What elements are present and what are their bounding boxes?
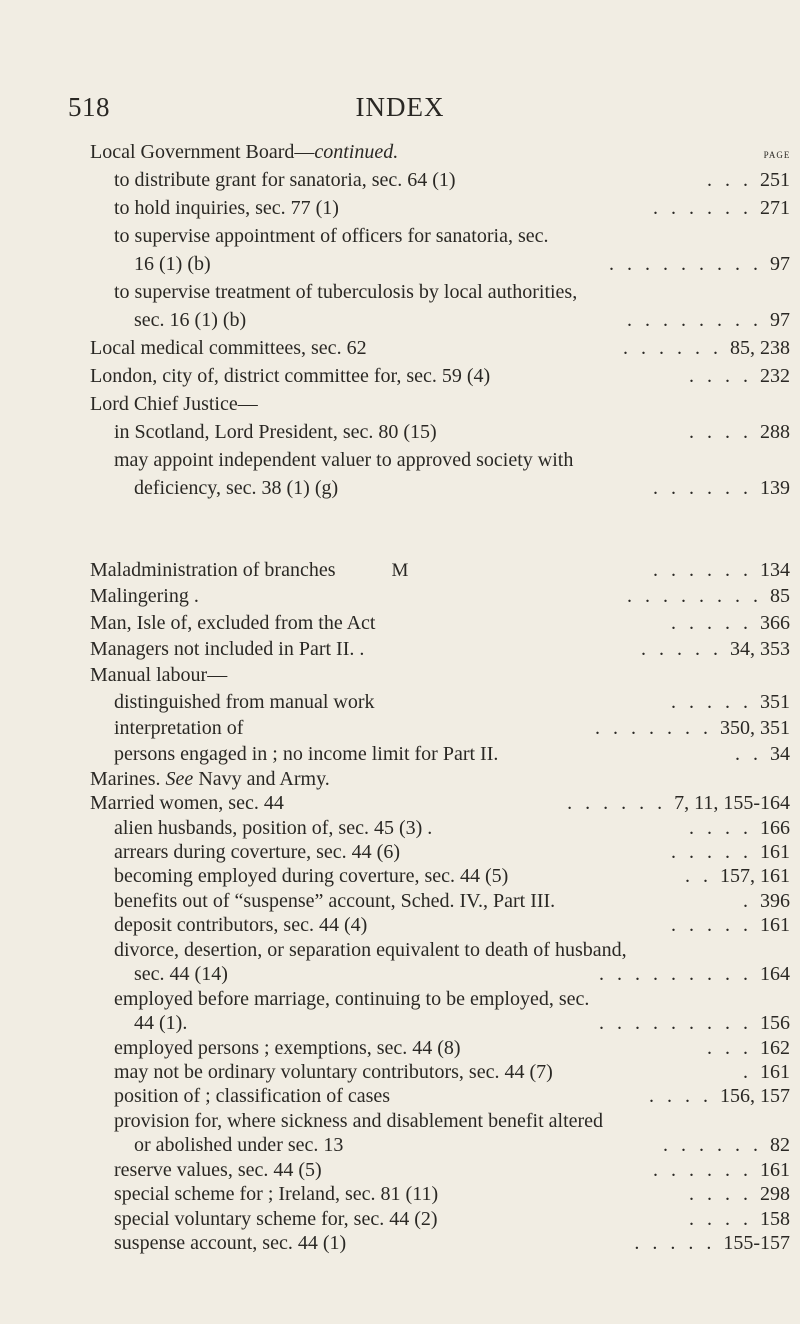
index-entry [134, 1011, 790, 1035]
leader-dots: . . . . . . [567, 792, 667, 814]
index-entry [114, 840, 790, 864]
index-entry [114, 913, 790, 937]
entry-text: interpretation of [114, 717, 244, 739]
entry-text: to supervise treatment of tuberculosis by local authorities, [114, 281, 578, 303]
index-entry [114, 1207, 790, 1231]
leader-dots: . . . . . [671, 914, 752, 936]
entry-text: Managers not included in Part II. . [90, 638, 365, 660]
entry-page-ref: 34 [770, 743, 790, 765]
entry-text: alien husbands, position of, sec. 45 (3) . [114, 817, 433, 839]
entry-text: divorce, desertion, or separation equivalent to death of husband, [114, 939, 627, 961]
entry-page-ref: 82 [770, 1134, 790, 1156]
entry-page-ref: 156 [760, 1012, 790, 1034]
entry-text: deficiency, sec. 38 (1) (g) [134, 477, 339, 499]
entry-page-ref: 288 [760, 421, 790, 443]
entry-page-ref: 351 [760, 691, 790, 713]
entry-page-ref: 164 [760, 963, 790, 985]
entry-text: may appoint independent valuer to approved society with [114, 449, 574, 471]
leader-dots: . . . . . [671, 612, 752, 634]
entry-text: special scheme for ; Ireland, sec. 81 (11) [114, 1183, 439, 1205]
leader-dots: . . . . . . [653, 197, 752, 219]
page-header [0, 92, 800, 132]
entry-text: may not be ordinary voluntary contributors, sec. 44 (7) [114, 1061, 553, 1083]
entry-text: becoming employed during coverture, sec. 44 (5) [114, 865, 509, 887]
entry-text: to distribute grant for sanatoria, sec. 64 (1) [114, 169, 456, 191]
leader-dots: . . . . [689, 1208, 752, 1230]
index-entry [114, 742, 790, 766]
page-column-heading: PAGE [763, 150, 791, 160]
running-title: INDEX [355, 92, 445, 122]
leader-dots: . . [685, 865, 712, 887]
leader-dots: . . . [707, 1037, 752, 1059]
index-entry [114, 196, 790, 220]
index-entry [134, 1133, 790, 1157]
entry-page-ref: 396 [760, 890, 790, 912]
entry-page-ref: 232 [760, 365, 790, 387]
leader-dots: . . . . [689, 365, 752, 387]
entry-text: Man, Isle of, excluded from the Act [90, 612, 376, 634]
entry-page-ref: 366 [760, 612, 790, 634]
index-entry [114, 224, 790, 248]
entry-text: Local medical committees, sec. 62 [90, 337, 367, 359]
entry-text: reserve values, sec. 44 (5) [114, 1159, 322, 1181]
entry-page-ref: 158 [760, 1208, 790, 1230]
index-entry [90, 791, 790, 815]
entry-page-ref: 134 [760, 559, 790, 581]
entry-page-ref: 97 [770, 253, 790, 275]
leader-dots: . . . . [689, 817, 752, 839]
entry-page-ref: 34, 353 [730, 638, 790, 660]
entry-text: 44 (1). [134, 1012, 188, 1034]
page-number: 518 [68, 92, 110, 122]
entry-text: sec. 16 (1) (b) [134, 309, 247, 331]
entry-text: Local Government Board—continued. [90, 141, 399, 163]
entry-text: Lord Chief Justice— [90, 393, 258, 415]
index-entry [114, 1158, 790, 1182]
leader-dots: . . . . . [671, 841, 752, 863]
entry-text: London, city of, district committee for, sec. 59 (4) [90, 365, 491, 387]
leader-dots: . . . . . . [663, 1134, 762, 1156]
entry-text: special voluntary scheme for, sec. 44 (2) [114, 1208, 438, 1230]
index-entry [90, 637, 790, 661]
index-entry [90, 392, 790, 416]
leader-dots: . . . . [689, 421, 752, 443]
entry-text: arrears during coverture, sec. 44 (6) [114, 841, 400, 863]
entry-page-ref: 161 [760, 841, 790, 863]
leader-dots: . . [735, 743, 762, 765]
entry-page-ref: 161 [760, 914, 790, 936]
leader-dots: . [743, 890, 752, 912]
index-entry [114, 816, 790, 840]
index-entry [90, 364, 790, 388]
entry-text: employed before marriage, continuing to be employed, sec. [114, 988, 590, 1010]
section-letter: M [391, 560, 409, 581]
leader-dots: . . . . . . [653, 477, 752, 499]
index-entry [134, 252, 790, 276]
entry-text: or abolished under sec. 13 [134, 1134, 344, 1156]
index-entry [114, 938, 790, 962]
entry-page-ref: 156, 157 [720, 1085, 790, 1107]
leader-dots: . . . . . . [653, 1159, 752, 1181]
entry-page-ref: 298 [760, 1183, 790, 1205]
index-entry [114, 1231, 790, 1255]
leader-dots: . . . . . . . [595, 717, 712, 739]
index-entry [114, 864, 790, 888]
index-entry [114, 420, 790, 444]
entry-page-ref: 350, 351 [720, 717, 790, 739]
entry-text: to supervise appointment of officers for sanatoria, sec. [114, 225, 549, 247]
entry-page-ref: 7, 11, 155-164 [674, 792, 790, 814]
entry-page-ref: 155-157 [723, 1232, 790, 1254]
entry-page-ref: 162 [760, 1037, 790, 1059]
entry-text: persons engaged in ; no income limit for Part II. [114, 743, 499, 765]
index-entry [114, 168, 790, 192]
index-entry [114, 1036, 790, 1060]
entry-text: Married women, sec. 44 [90, 792, 284, 814]
entry-page-ref: 251 [760, 169, 790, 191]
index-entry [134, 476, 790, 500]
entry-text: Maladministration of branches [90, 559, 336, 581]
index-entry [114, 1084, 790, 1108]
entry-text: position of ; classification of cases [114, 1085, 391, 1107]
index-entry [90, 336, 790, 360]
entry-text: sec. 44 (14) [134, 963, 228, 985]
leader-dots: . . . . [689, 1183, 752, 1205]
entry-page-ref: 166 [760, 817, 790, 839]
entry-text: suspense account, sec. 44 (1) [114, 1232, 347, 1254]
index-entry [114, 889, 790, 913]
leader-dots: . . . . . [634, 1232, 716, 1254]
entry-page-ref: 97 [770, 309, 790, 331]
entry-page-ref: 85, 238 [730, 337, 790, 359]
index-entry [114, 987, 790, 1011]
entry-text: Malingering . [90, 585, 199, 607]
leader-dots: . . . . . . . . [627, 585, 762, 607]
entry-page-ref: 161 [760, 1061, 790, 1083]
index-entry [114, 716, 790, 740]
entry-page-ref: 271 [760, 197, 790, 219]
entry-text: benefits out of “suspense” account, Sched. IV., Part III. [114, 890, 556, 912]
leader-dots: . . . . [649, 1085, 712, 1107]
entry-page-ref: 139 [760, 477, 790, 499]
leader-dots: . [743, 1061, 752, 1083]
entry-page-ref: 157, 161 [720, 865, 790, 887]
index-entry [90, 663, 790, 687]
entry-text: employed persons ; exemptions, sec. 44 (8) [114, 1037, 461, 1059]
index-entry [90, 558, 790, 582]
leader-dots: . . . . . . . . [627, 309, 762, 331]
index-entry [114, 690, 790, 714]
leader-dots: . . . . . . . . . [599, 1012, 752, 1034]
index-entry [90, 584, 790, 608]
leader-dots: . . . . . . . . . [609, 253, 762, 275]
leader-dots: . . . . . . . . . [599, 963, 752, 985]
entry-text: provision for, where sickness and disablement benefit altered [114, 1110, 604, 1132]
index-entry [114, 1182, 790, 1206]
entry-text: deposit contributors, sec. 44 (4) [114, 914, 368, 936]
leader-dots: . . . . . [641, 638, 722, 660]
leader-dots: . . . [707, 169, 752, 191]
entry-text: in Scotland, Lord President, sec. 80 (15) [114, 421, 437, 443]
entry-text: Marines. See Navy and Army. [90, 768, 330, 790]
entry-text: to hold inquiries, sec. 77 (1) [114, 197, 339, 219]
index-entry [114, 1060, 790, 1084]
entry-page-ref: 85 [770, 585, 790, 607]
index-entry [90, 611, 790, 635]
entry-text: Manual labour— [90, 664, 228, 686]
index-entry [90, 140, 790, 164]
entry-text: distinguished from manual work [114, 691, 375, 713]
index-entry [134, 308, 790, 332]
index-entry [114, 448, 790, 472]
entry-page-ref: 161 [760, 1159, 790, 1181]
leader-dots: . . . . . [671, 691, 752, 713]
entry-text: 16 (1) (b) [134, 253, 211, 275]
index-entry [90, 767, 790, 791]
index-entry [114, 280, 790, 304]
leader-dots: . . . . . . [653, 559, 752, 581]
index-entry [114, 1109, 790, 1133]
leader-dots: . . . . . . [623, 337, 722, 359]
index-entry [134, 962, 790, 986]
